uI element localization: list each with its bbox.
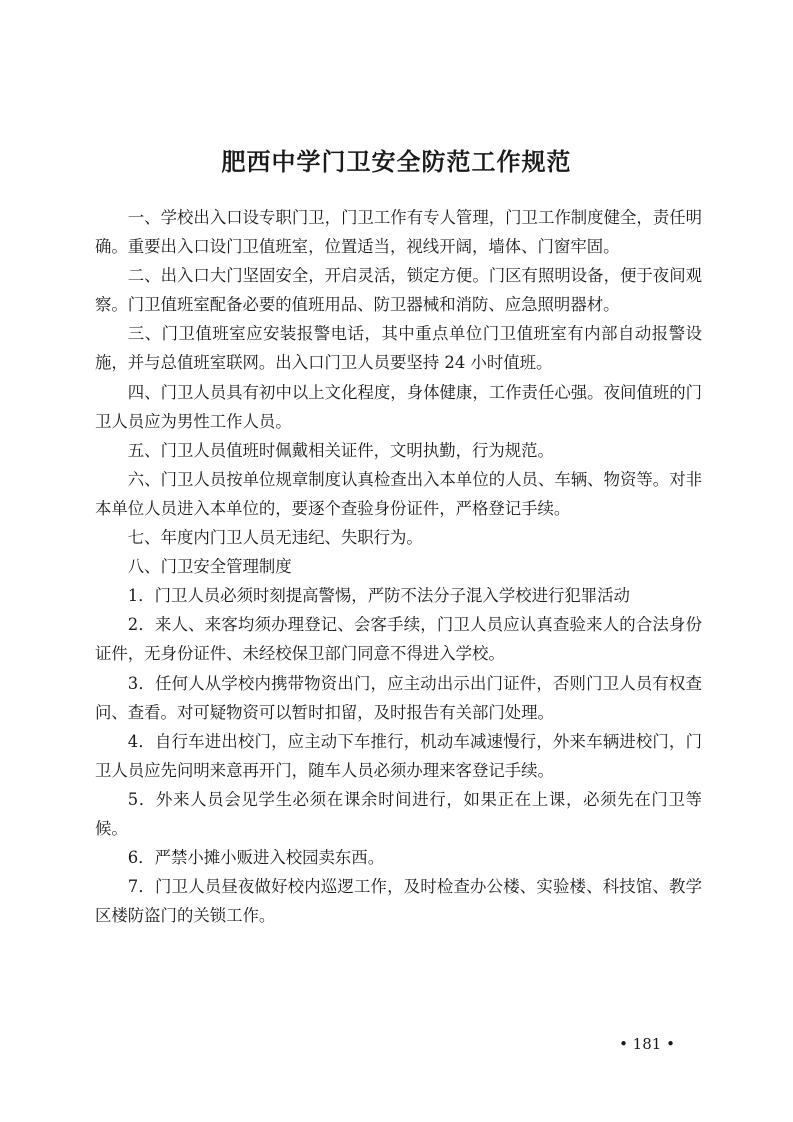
rule-item-6: 6．严禁小摊小贩进入校园卖东西。	[127, 848, 385, 868]
rule-item-3: 3．任何人从学校内携带物资出门，应主动出示出门证件，否则门卫人员有权查问、查看。对可疑物资可以暂时扣留，及时报告有关部门处理。	[95, 673, 702, 722]
rule-item-7: 7．门卫人员昼夜做好校内巡逻工作，及时检查办公楼、实验楼、科技馆、教学区楼防盗门的关锁工作。	[95, 877, 702, 926]
paragraph-6: 六、门卫人员按单位规章制度认真检查出入本单位的人员、车辆、物资等。对非本单位人员进入本单位的，要逐个查验身份证件，严格登记手续。	[95, 469, 702, 518]
document-body	[95, 203, 702, 930]
rule-item-5: 5．外来人员会见学生必须在课余时间进行，如果正在上课，必须先在门卫等候。	[95, 789, 702, 838]
rule-item-2: 2．来人、来客均须办理登记、会客手续，门卫人员应认真查验来人的合法身份证件，无身份证件、未经校保卫部门同意不得进入学校。	[95, 615, 702, 664]
paragraph-5: 五、门卫人员值班时佩戴相关证件，文明执勤，行为规范。	[127, 440, 554, 460]
page-number: • 181 •	[619, 1035, 675, 1053]
paragraph-2: 二、出入口大门坚固安全，开启灵活，锁定方便。门区有照明设备，便于夜间观察。门卫值班室配备必要的值班用品、防卫器械和消防、应急照明器材。	[95, 266, 702, 315]
paragraph-1: 一、学校出入口设专职门卫，门卫工作有专人管理，门卫工作制度健全，责任明确。重要出入口设门卫值班室，位置适当，视线开阔，墙体、门窗牢固。	[95, 208, 702, 257]
rule-item-1: 1．门卫人员必须时刻提高警惕，严防不法分子混入学校进行犯罪活动	[127, 586, 630, 606]
document-title: 肥西中学门卫安全防范工作规范	[221, 147, 572, 176]
paragraph-4: 四、门卫人员具有初中以上文化程度，身体健康，工作责任心强。夜间值班的门卫人员应为男性工作人员。	[95, 382, 702, 431]
section-heading: 八、门卫安全管理制度	[127, 557, 292, 577]
paragraph-3: 三、门卫值班室应安装报警电话，其中重点单位门卫值班室有内部自动报警设施，并与总值班室联网。出入口门卫人员要坚持 24 小时值班。	[95, 324, 702, 373]
rule-item-4: 4．自行车进出校门，应主动下车推行，机动车减速慢行，外来车辆进校门，门卫人员应先问明来意再开门，随车人员必须办理来客登记手续。	[95, 731, 702, 780]
paragraph-7: 七、年度内门卫人员无违纪、失职行为。	[127, 528, 423, 548]
